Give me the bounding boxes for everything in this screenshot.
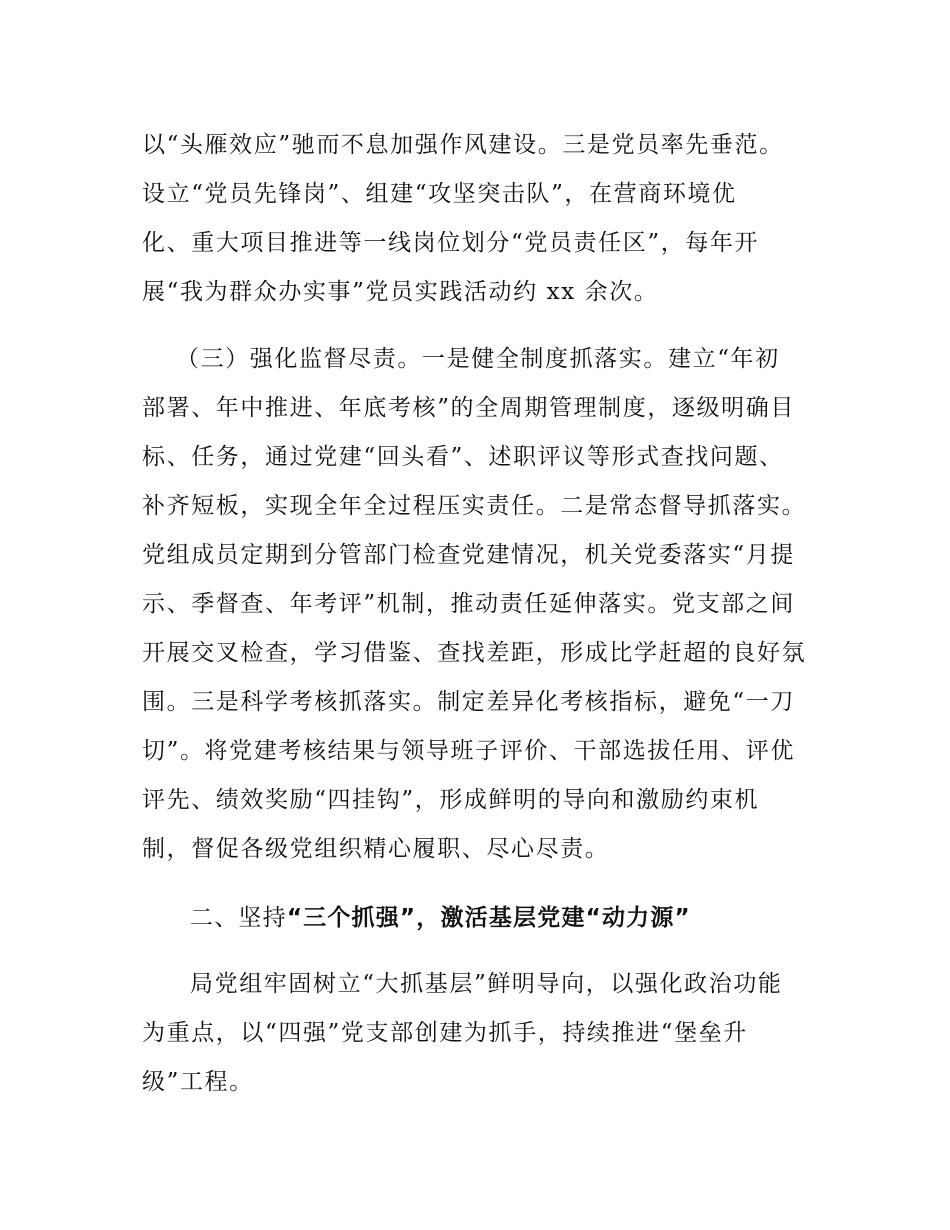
paragraph-1-line-4: 展“我为群众办实事”党员实践活动约 xx 余次。 (142, 279, 659, 305)
section-heading-text: “三个抓强”，激活基层党建“动力源” (286, 905, 691, 931)
paragraph-2-line-3: 标、任务，通过党建“回头看”、述职评议等形式查找问题、 (142, 444, 784, 470)
paragraph-2-line-6: 示、季督查、年考评”机制，推动责任延伸落实。党支部之间 (142, 591, 795, 617)
paragraph-1-line-1: 以“头雁效应”驰而不息加强作风建设。三是党员率先垂范。 (142, 132, 784, 158)
paragraph-3-line-1: 局党组牢固树立“大抓基层”鲜明导向，以强化政治功能 (190, 971, 783, 997)
paragraph-2-line-2: 部署、年中推进、年底考核”的全周期管理制度，逐级明确目 (142, 395, 795, 421)
paragraph-1-line-2: 设立“党员先锋岗”、组建“攻坚突击队”，在营商环境优 (142, 181, 737, 207)
section-heading (190, 903, 870, 933)
paragraph-3-line-2: 为重点，以“四强”党支部创建为抓手，持续推进“堡垒升 (142, 1020, 748, 1046)
paragraph-2-line-5: 党组成员定期到分管部门检查党建情况，机关党委落实“月提 (142, 542, 795, 568)
paragraph-2-line-11: 制，督促各级党组织精心履职、尽心尽责。 (142, 836, 610, 862)
paragraph-2-line-4: 补齐短板，实现全年全过程压实责任。二是常态督导抓落实。 (142, 493, 807, 519)
paragraph-2-line-8: 围。三是科学考核抓落实。制定差异化考核指标，避免“一刀 (142, 689, 795, 715)
paragraph-3-line-3: 级”工程。 (142, 1069, 254, 1095)
section-heading-lead: 二、坚持 (190, 905, 287, 931)
paragraph-2-line-9: 切”。将党建考核结果与领导班子评价、干部选拔任用、评优 (142, 738, 795, 764)
paragraph-2-line-7: 开展交叉检查，学习借鉴、查找差距，形成比学赶超的良好氛 (142, 640, 807, 666)
paragraph-1-line-3: 化、重大项目推进等一线岗位划分“党员责任区”，每年开 (142, 230, 760, 256)
paragraph-2-line-1: （三）强化监督尽责。一是健全制度抓落实。建立“年初 (176, 346, 780, 372)
paragraph-2-line-10: 评先、绩效奖励“四挂钩”，形成鲜明的导向和激励约束机 (142, 787, 760, 813)
